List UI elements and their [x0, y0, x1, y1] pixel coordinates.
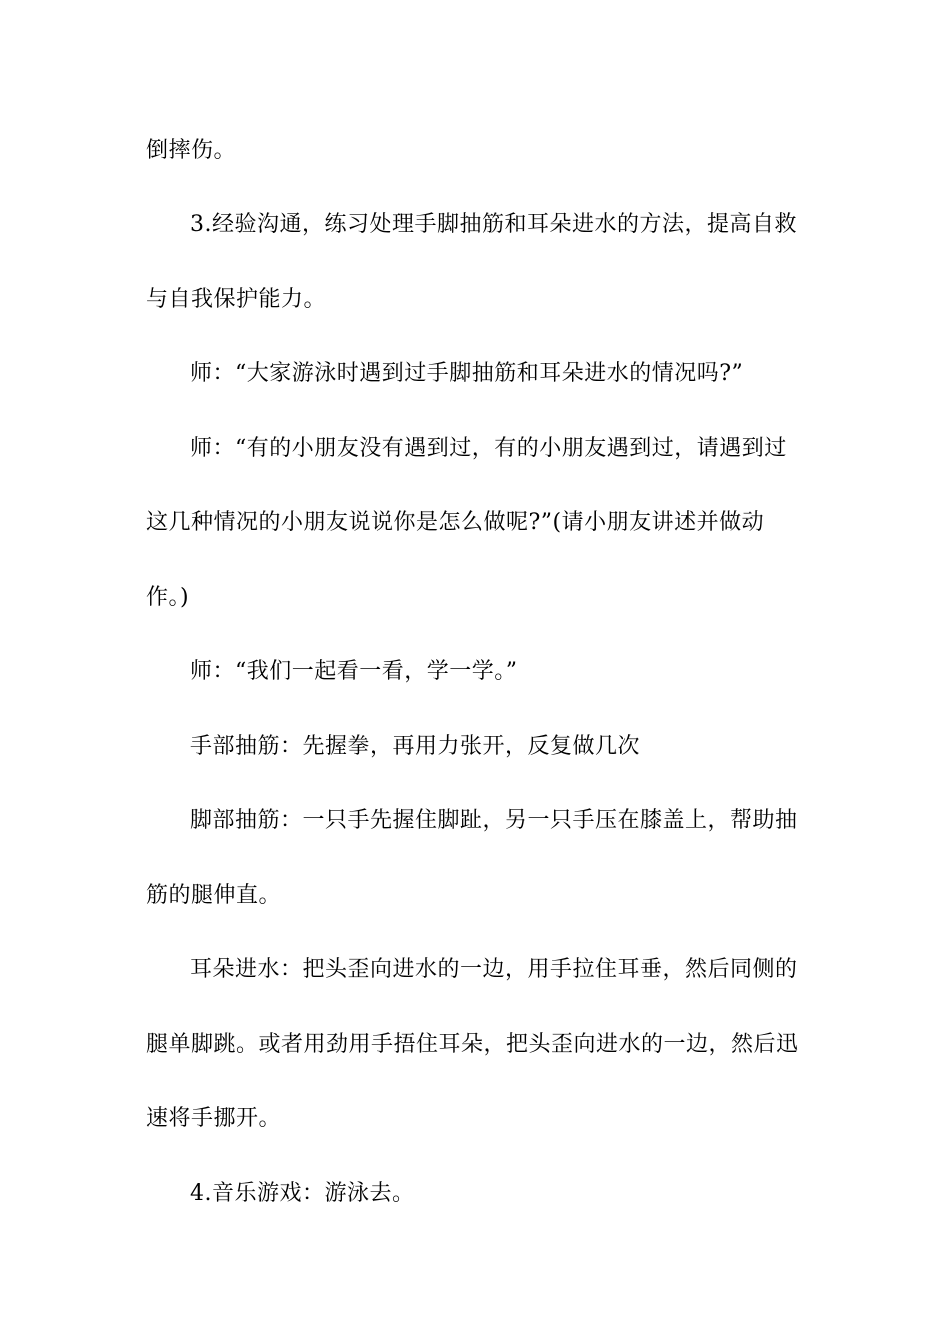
- dialogue-line: 师：“大家游泳时遇到过手脚抽筋和耳朵进水的情况吗?”: [190, 361, 744, 386]
- section-heading: 4.音乐游戏：游泳去。: [190, 1181, 415, 1206]
- text-line: 筋的腿伸直。: [146, 883, 282, 908]
- instruction-line: 耳朵进水：把头歪向进水的一边，用手拉住耳垂，然后同侧的: [190, 957, 798, 982]
- text-line: 作。): [146, 585, 190, 610]
- dialogue-line: 师：“有的小朋友没有遇到过，有的小朋友遇到过，请遇到过: [190, 436, 787, 461]
- section-heading: 3.经验沟通，练习处理手脚抽筋和耳朵进水的方法，提高自救: [190, 212, 797, 237]
- instruction-line: 脚部抽筋：一只手先握住脚趾，另一只手压在膝盖上，帮助抽: [190, 808, 798, 833]
- instruction-line: 手部抽筋：先握拳，再用力张开，反复做几次: [190, 734, 641, 759]
- text-line: 这几种情况的小朋友说说你是怎么做呢?”(请小朋友讲述并做动: [146, 510, 765, 535]
- text-line: 速将手挪开。: [146, 1106, 282, 1131]
- text-line: 倒摔伤。: [146, 138, 237, 163]
- text-line: 腿单脚跳。或者用劲用手捂住耳朵，把头歪向进水的一边，然后迅: [146, 1032, 799, 1057]
- text-line: 与自我保护能力。: [146, 287, 327, 312]
- dialogue-line: 师：“我们一起看一看，学一学。”: [190, 659, 518, 684]
